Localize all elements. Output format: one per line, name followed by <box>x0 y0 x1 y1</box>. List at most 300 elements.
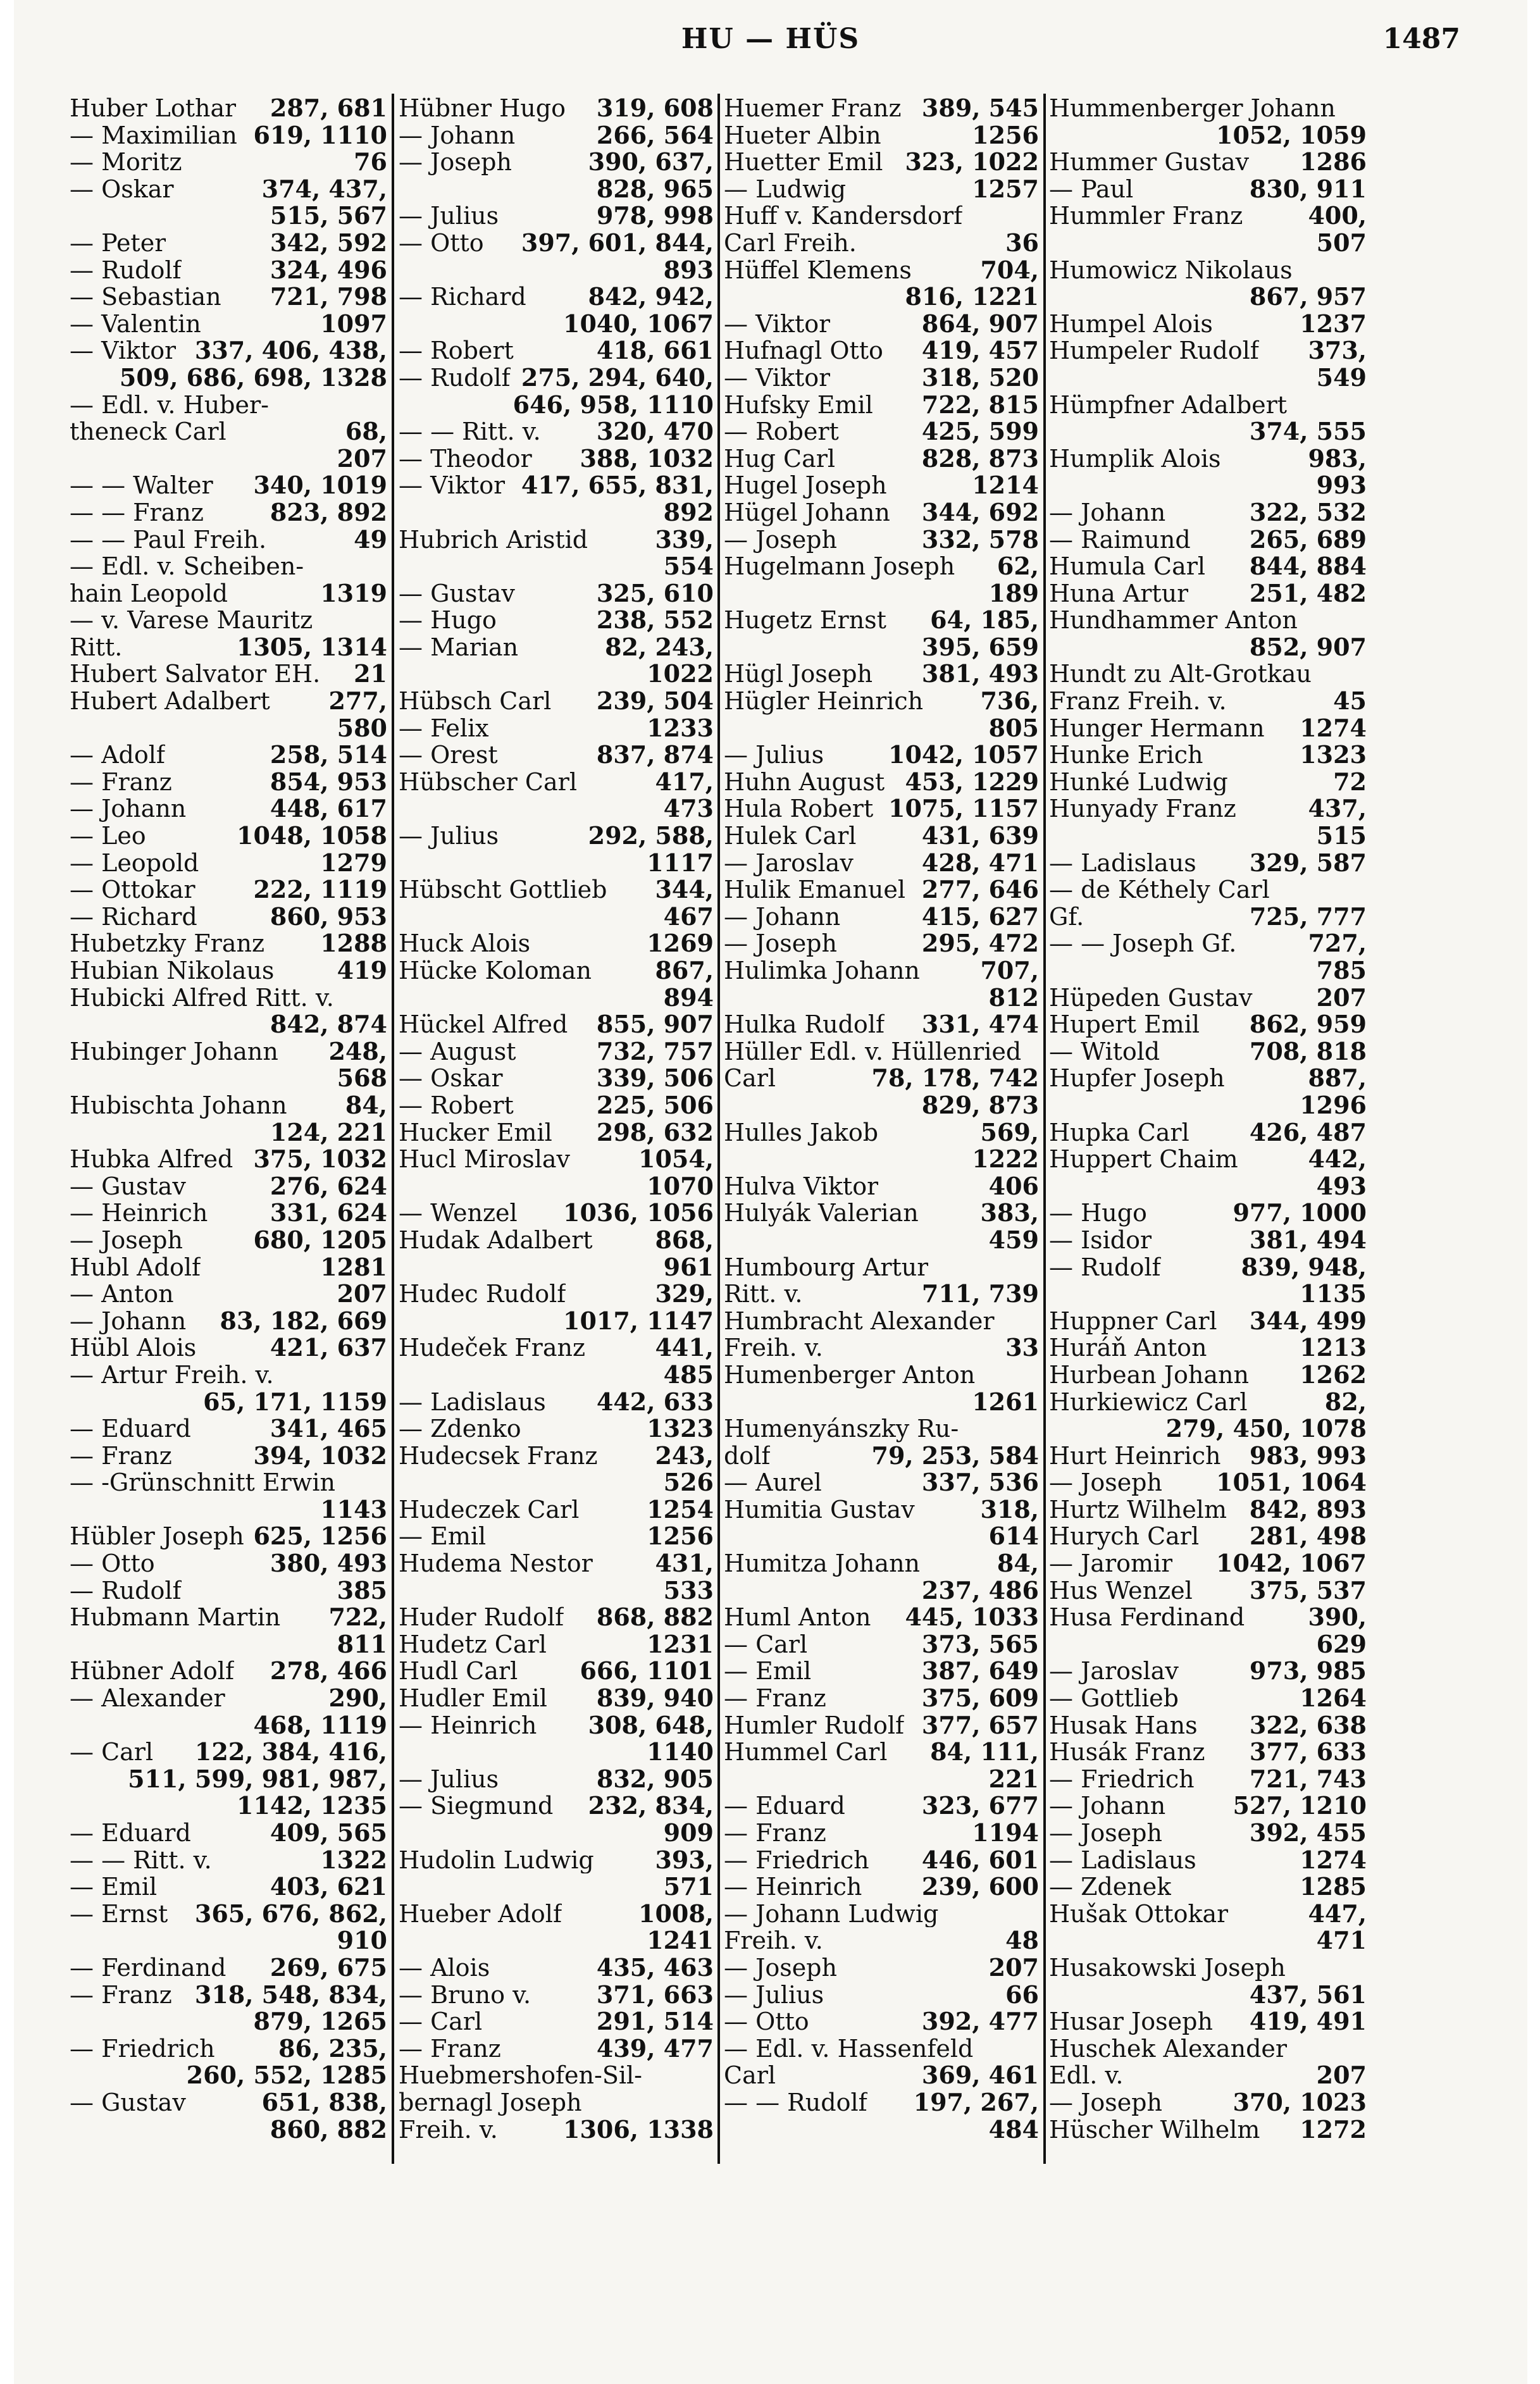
entry-name: — Viktor <box>724 310 831 338</box>
index-entry <box>70 1766 387 1793</box>
entry-name: Hugetz Ernst <box>724 607 886 634</box>
entry-pages: 207 <box>1316 983 1367 1012</box>
index-entry <box>1049 580 1367 607</box>
entry-name: — — Walter <box>70 472 213 499</box>
index-entry <box>1049 1658 1367 1685</box>
index-entry <box>1049 1011 1367 1038</box>
entry-name: Hügl Joseph <box>724 661 873 688</box>
entry-pages: 251, 482 <box>1249 578 1367 607</box>
index-entry <box>724 930 1039 957</box>
index-entry <box>724 823 1039 850</box>
index-entry <box>70 1631 387 1658</box>
index-entry <box>399 1281 714 1308</box>
entry-name: Huber Lothar <box>70 95 237 122</box>
entry-name: Humitza Johann <box>724 1550 921 1577</box>
index-entry <box>70 795 387 823</box>
entry-name: — Joseph <box>1049 2089 1162 2116</box>
entry-pages: 839, 948, <box>1241 1252 1367 1281</box>
index-entry <box>399 1443 714 1470</box>
entry-pages: 1097 <box>320 309 387 338</box>
entry-pages: 727, <box>1308 929 1367 958</box>
index-entry <box>724 1685 1039 1712</box>
index-entry <box>399 1792 714 1820</box>
entry-pages: 614 <box>988 1522 1039 1551</box>
entry-name: Humula Carl <box>1049 553 1206 580</box>
entry-name: Hušak Ottokar <box>1049 1900 1229 1928</box>
entry-pages: 569, <box>980 1117 1039 1146</box>
entry-pages: 365, 676, 862, <box>194 1899 387 1928</box>
entry-name: Hubischta Johann <box>70 1091 287 1119</box>
index-entry <box>724 1820 1039 1847</box>
entry-pages: 629 <box>1316 1629 1367 1658</box>
entry-name: — Zdenek <box>1049 1873 1172 1901</box>
index-entry <box>399 1766 714 1793</box>
index-entry <box>1049 122 1367 149</box>
index-entry <box>399 957 714 984</box>
index-entry <box>1049 1362 1367 1389</box>
entry-name: — Joseph <box>724 526 837 554</box>
entry-name: — Orest <box>399 742 498 769</box>
entry-pages: 383, <box>980 1198 1039 1227</box>
index-entry <box>1049 257 1367 284</box>
entry-name: Humbourg Artur <box>724 1253 929 1281</box>
entry-name: — Johann <box>70 1307 187 1335</box>
entry-pages: 225, 506 <box>596 1090 714 1119</box>
entry-name: — Leopold <box>70 849 199 877</box>
entry-name: — Otto <box>70 1550 155 1577</box>
entry-pages: 805 <box>988 713 1039 742</box>
entry-pages: 829, 873 <box>921 1090 1039 1119</box>
index-entry <box>724 2062 1039 2089</box>
index-entry <box>1049 283 1367 311</box>
entry-name: — Ladislaus <box>1049 1846 1196 1874</box>
entry-name: Hübsch Carl <box>399 688 552 715</box>
entry-pages: 337, 406, 438, <box>194 336 387 365</box>
index-entry <box>1049 1119 1367 1146</box>
index-entry <box>399 1334 714 1362</box>
entry-pages: 298, 632 <box>596 1117 714 1146</box>
index-entry <box>724 526 1039 554</box>
entry-name: — Edl. v. Huber- <box>70 391 270 419</box>
entry-name: — Heinrich <box>724 1873 862 1901</box>
index-entry <box>1049 2089 1367 2116</box>
index-entry <box>1049 1173 1367 1200</box>
entry-pages: 239, 504 <box>596 686 714 716</box>
index-entry <box>399 176 714 203</box>
index-entry <box>70 1550 387 1577</box>
index-entry <box>724 1766 1039 1793</box>
entry-pages: 278, 466 <box>270 1656 387 1686</box>
index-entry <box>724 2035 1039 2063</box>
index-entry <box>70 984 387 1012</box>
index-entry <box>399 1954 714 1982</box>
entry-pages: 337, 536 <box>921 1468 1039 1497</box>
entry-pages: 417, <box>655 767 714 796</box>
entry-name: Hudeczek Carl <box>399 1496 580 1524</box>
index-entry <box>70 1685 387 1712</box>
index-entry <box>70 2116 387 2144</box>
index-entry <box>724 1550 1039 1577</box>
entry-pages: 1256 <box>647 1522 714 1551</box>
entry-pages: 1274 <box>1300 1845 1367 1874</box>
entry-name: — Julius <box>399 1765 499 1793</box>
entry-pages: 445, 1033 <box>905 1603 1039 1632</box>
entry-pages: 375, 1032 <box>253 1145 387 1174</box>
entry-name: — Ludwig <box>724 175 847 203</box>
index-entry <box>399 850 714 877</box>
entry-pages: 568 <box>337 1064 387 1093</box>
entry-pages: 292, 588, <box>588 821 714 850</box>
index-entry <box>399 1173 714 1200</box>
entry-pages: 1143 <box>320 1494 387 1524</box>
entry-pages: 381, 493 <box>921 659 1039 688</box>
entry-name: Hunger Hermann <box>1049 714 1265 742</box>
entry-pages: 83, 182, 669 <box>220 1306 387 1335</box>
index-entry <box>399 1927 714 1954</box>
entry-pages: 248, <box>328 1036 387 1065</box>
index-entry <box>724 95 1039 122</box>
index-entry <box>399 283 714 311</box>
index-entry <box>1049 1847 1367 1874</box>
index-entry <box>399 661 714 688</box>
entry-name: — Zdenko <box>399 1415 521 1443</box>
entry-pages: 287, 681 <box>270 94 387 122</box>
index-entry <box>1049 1443 1367 1470</box>
index-entry <box>1049 337 1367 364</box>
index-entry <box>1049 149 1367 176</box>
entry-pages: 84, <box>997 1549 1039 1578</box>
index-entry <box>724 715 1039 742</box>
entry-name: Hupert Emil <box>1049 1011 1200 1038</box>
entry-pages: 323, 677 <box>921 1791 1039 1820</box>
entry-name: Hubinger Johann <box>70 1038 278 1065</box>
index-entry <box>724 392 1039 419</box>
entry-pages: 276, 624 <box>270 1171 387 1200</box>
index-entry <box>399 1873 714 1901</box>
entry-pages: 415, 627 <box>921 902 1039 931</box>
entry-pages: 1070 <box>647 1171 714 1200</box>
index-entry <box>399 1469 714 1496</box>
entry-name: Hufnagl Otto <box>724 337 883 364</box>
index-entry <box>724 1389 1039 1416</box>
entry-name: Hulimka Johann <box>724 957 920 984</box>
entry-pages: 295, 472 <box>921 929 1039 958</box>
entry-pages: 64, 185, <box>930 605 1039 635</box>
index-entry <box>1049 1308 1367 1335</box>
index-entry <box>724 445 1039 473</box>
entry-name: — — Ritt. v. <box>399 418 541 445</box>
index-entry <box>724 1496 1039 1524</box>
entry-pages: 428, 471 <box>921 848 1039 877</box>
entry-pages: 580 <box>337 713 387 742</box>
index-entry <box>724 257 1039 284</box>
index-entry <box>1049 2035 1367 2063</box>
entry-name: — Johann <box>1049 1792 1166 1820</box>
entry-name: — Alexander <box>70 1685 225 1712</box>
entry-pages: 842, 942, <box>588 282 714 311</box>
entry-name: bernagl Joseph <box>399 2089 582 2116</box>
index-entry <box>70 392 387 419</box>
index-entry <box>70 688 387 715</box>
entry-name: — Witold <box>1049 1038 1160 1065</box>
entry-pages: 707, <box>980 956 1039 984</box>
entry-pages: 785 <box>1316 956 1367 984</box>
entry-pages: 983, <box>1308 444 1367 473</box>
entry-name: Husa Ferdinand <box>1049 1604 1245 1631</box>
entry-name: Hubetzky Franz <box>70 930 264 957</box>
index-entry <box>399 1227 714 1254</box>
entry-name: Husak Hans <box>1049 1711 1198 1739</box>
index-entry <box>724 2008 1039 2035</box>
entry-pages: 842, 874 <box>270 1010 387 1039</box>
index-entry <box>1049 1982 1367 2009</box>
entry-pages: 828, 873 <box>921 444 1039 473</box>
index-entry <box>70 337 387 364</box>
index-entry <box>724 1982 1039 2009</box>
entry-name: Hückel Alfred <box>399 1011 568 1038</box>
index-entry <box>1049 1334 1367 1362</box>
entry-pages: 721, 743 <box>1249 1764 1367 1793</box>
entry-pages: 339, 506 <box>596 1064 714 1093</box>
entry-name: — Ernst <box>70 1900 168 1928</box>
entry-name: Huck Alois <box>399 930 531 957</box>
entry-name: — Isidor <box>1049 1226 1152 1254</box>
entry-name: — Rudolf <box>70 1577 182 1605</box>
entry-pages: 1075, 1157 <box>888 794 1039 823</box>
index-entry <box>70 2089 387 2116</box>
index-entry <box>70 230 387 257</box>
index-entry <box>399 2035 714 2063</box>
entry-pages: 468, 1119 <box>253 1710 387 1739</box>
entry-name: — — Joseph Gf. <box>1049 930 1237 957</box>
entry-pages: 1042, 1057 <box>888 740 1039 769</box>
index-entry <box>399 472 714 499</box>
entry-name: — Joseph <box>1049 1469 1162 1496</box>
entry-pages: 812 <box>988 983 1039 1012</box>
entry-pages: 329, <box>655 1279 714 1308</box>
entry-pages: 1323 <box>1300 740 1367 769</box>
index-entry <box>1049 1739 1367 1766</box>
index-entry <box>399 257 714 284</box>
index-entry <box>1049 903 1367 931</box>
entry-name: — Otto <box>399 229 484 257</box>
entry-pages: 441, <box>655 1333 714 1362</box>
entry-pages: 48 <box>1005 1926 1039 1955</box>
index-entry <box>70 1577 387 1605</box>
entry-name: Hupfer Joseph <box>1049 1065 1225 1092</box>
index-entry <box>1049 1227 1367 1254</box>
page-number: 1487 <box>1382 23 1460 55</box>
entry-pages: 237, 486 <box>921 1575 1039 1605</box>
index-entry <box>70 176 387 203</box>
entry-name: — Hugo <box>399 607 497 634</box>
entry-pages: 448, 617 <box>270 794 387 823</box>
index-entry <box>724 688 1039 715</box>
index-entry <box>724 1523 1039 1550</box>
index-entry <box>399 1254 714 1281</box>
entry-name: — Ottokar <box>70 876 196 903</box>
index-entry <box>399 526 714 554</box>
index-entry <box>1049 1415 1367 1443</box>
index-entry <box>724 1954 1039 1982</box>
entry-name: — Hugo <box>1049 1200 1147 1227</box>
entry-pages: 978, 998 <box>596 201 714 230</box>
entry-pages: 619, 1110 <box>253 120 387 149</box>
entry-pages: 1194 <box>972 1818 1039 1847</box>
index-entry <box>724 1334 1039 1362</box>
index-entry <box>1049 526 1367 554</box>
entry-pages: 453, 1229 <box>905 767 1039 796</box>
index-entry <box>1049 1792 1367 1820</box>
entry-name: Hucker Emil <box>399 1119 552 1146</box>
entry-pages: 554 <box>663 552 714 581</box>
index-entry <box>1049 1631 1367 1658</box>
entry-pages: 1288 <box>320 929 387 958</box>
entry-name: Humplik Alois <box>1049 445 1221 473</box>
entry-name: Hubrich Aristid <box>399 526 588 554</box>
entry-name: — Valentin <box>70 310 201 338</box>
entry-pages: 1214 <box>972 471 1039 500</box>
entry-pages: 515 <box>1316 821 1367 850</box>
entry-pages: 392, 477 <box>921 2007 1039 2036</box>
entry-name: — -Grünschnitt Erwin <box>70 1469 335 1496</box>
entry-pages: 1241 <box>647 1926 714 1955</box>
entry-name: Carl <box>724 2062 776 2089</box>
index-entry <box>70 526 387 554</box>
entry-name: Hummenberger Johann <box>1049 95 1336 122</box>
entry-pages: 533 <box>663 1575 714 1605</box>
index-entry <box>1049 661 1367 688</box>
index-entry <box>724 364 1039 392</box>
index-entry <box>70 1227 387 1254</box>
entry-pages: 377, 657 <box>921 1710 1039 1739</box>
entry-pages: 549 <box>1316 363 1367 392</box>
index-entry <box>1049 1092 1367 1119</box>
entry-pages: 1261 <box>972 1387 1039 1416</box>
index-column-4 <box>1049 95 1367 2143</box>
entry-pages: 721, 798 <box>270 282 387 311</box>
index-entry <box>1049 1200 1367 1227</box>
entry-name: Ritt. v. <box>724 1281 803 1308</box>
entry-pages: 855, 907 <box>596 1010 714 1039</box>
entry-name: — Otto <box>724 2008 809 2035</box>
index-entry <box>1049 1901 1367 1928</box>
index-entry <box>724 1038 1039 1065</box>
entry-pages: 49 <box>354 525 387 554</box>
entry-name: — Oskar <box>399 1065 503 1092</box>
entry-pages: 842, 893 <box>1249 1494 1367 1524</box>
entry-name: Humenyánszky Ru- <box>724 1415 959 1443</box>
entry-pages: 704, <box>980 255 1039 284</box>
index-entry <box>724 2089 1039 2116</box>
entry-name: Hüller Edl. v. Hüllenried <box>724 1038 1022 1065</box>
index-entry <box>1049 1685 1367 1712</box>
entry-pages: 625, 1256 <box>253 1522 387 1551</box>
index-entry <box>1049 876 1367 903</box>
index-entry <box>70 1792 387 1820</box>
entry-name: — Heinrich <box>70 1200 208 1227</box>
entry-pages: 124, 221 <box>270 1117 387 1146</box>
index-entry <box>399 1038 714 1065</box>
index-entry <box>399 903 714 931</box>
index-entry <box>399 1685 714 1712</box>
index-entry <box>70 1065 387 1092</box>
entry-name: Hubicki Alfred Ritt. v. <box>70 984 334 1012</box>
index-entry <box>1049 795 1367 823</box>
index-entry <box>399 1146 714 1173</box>
entry-pages: 371, 663 <box>596 1980 714 2009</box>
entry-name: Carl <box>724 1065 776 1092</box>
entry-pages: 708, 818 <box>1249 1036 1367 1065</box>
entry-name: Hummer Gustav <box>1049 149 1250 176</box>
index-entry <box>399 2089 714 2116</box>
entry-pages: 375, 609 <box>921 1684 1039 1713</box>
entry-name: — Franz <box>70 1981 172 2009</box>
entry-name: Hübner Adolf <box>70 1658 235 1686</box>
index-entry <box>1049 202 1367 230</box>
index-entry <box>399 499 714 526</box>
entry-name: — Edl. v. Scheiben- <box>70 553 304 580</box>
entry-pages: 651, 838, <box>261 2087 387 2116</box>
index-entry <box>724 634 1039 661</box>
index-entry <box>724 1308 1039 1335</box>
entry-name: — Johann <box>1049 499 1166 526</box>
entry-pages: 879, 1265 <box>253 2007 387 2036</box>
index-entry <box>70 742 387 769</box>
entry-name: — Heinrich <box>399 1711 537 1739</box>
index-entry <box>399 876 714 903</box>
entry-pages: 342, 592 <box>270 228 387 257</box>
entry-pages: 867, 957 <box>1249 282 1367 311</box>
entry-pages: 373, <box>1308 336 1367 365</box>
entry-name: Husák Franz <box>1049 1739 1205 1766</box>
entry-name: Huder Rudolf <box>399 1604 564 1631</box>
index-entry <box>399 1739 714 1766</box>
entry-pages: 189 <box>988 578 1039 607</box>
entry-pages: 1305, 1314 <box>237 632 387 661</box>
entry-pages: 222, 1119 <box>253 875 387 904</box>
entry-name: Hügel Johann <box>724 499 890 526</box>
index-entry <box>399 2008 714 2035</box>
index-entry <box>724 1469 1039 1496</box>
entry-pages: 381, 494 <box>1249 1225 1367 1254</box>
entry-pages: 680, 1205 <box>253 1225 387 1254</box>
entry-pages: 323, 1022 <box>905 147 1039 177</box>
index-entry <box>399 580 714 607</box>
index-entry <box>724 984 1039 1012</box>
entry-pages: 816, 1221 <box>905 282 1039 311</box>
index-entry <box>1049 930 1367 957</box>
index-entry <box>399 1901 714 1928</box>
index-entry <box>399 2116 714 2144</box>
entry-pages: 1285 <box>1300 1872 1367 1901</box>
index-entry <box>70 472 387 499</box>
index-entry <box>399 1362 714 1389</box>
index-entry <box>1049 392 1367 419</box>
entry-pages: 258, 514 <box>270 740 387 769</box>
entry-pages: 1054, <box>638 1145 714 1174</box>
entry-pages: 830, 911 <box>1249 174 1367 203</box>
entry-pages: 1281 <box>320 1252 387 1281</box>
entry-name: — Franz <box>399 2035 501 2063</box>
entry-name: Hudolin Ludwig <box>399 1846 594 1874</box>
entry-name: — Johann <box>724 903 841 931</box>
entry-name: — Franz <box>70 1442 172 1470</box>
entry-pages: 322, 532 <box>1249 497 1367 526</box>
entry-name: Humler Rudolf <box>724 1711 905 1739</box>
entry-name: Humowicz Nikolaus <box>1049 256 1293 284</box>
entry-name: — Julius <box>724 742 824 769</box>
